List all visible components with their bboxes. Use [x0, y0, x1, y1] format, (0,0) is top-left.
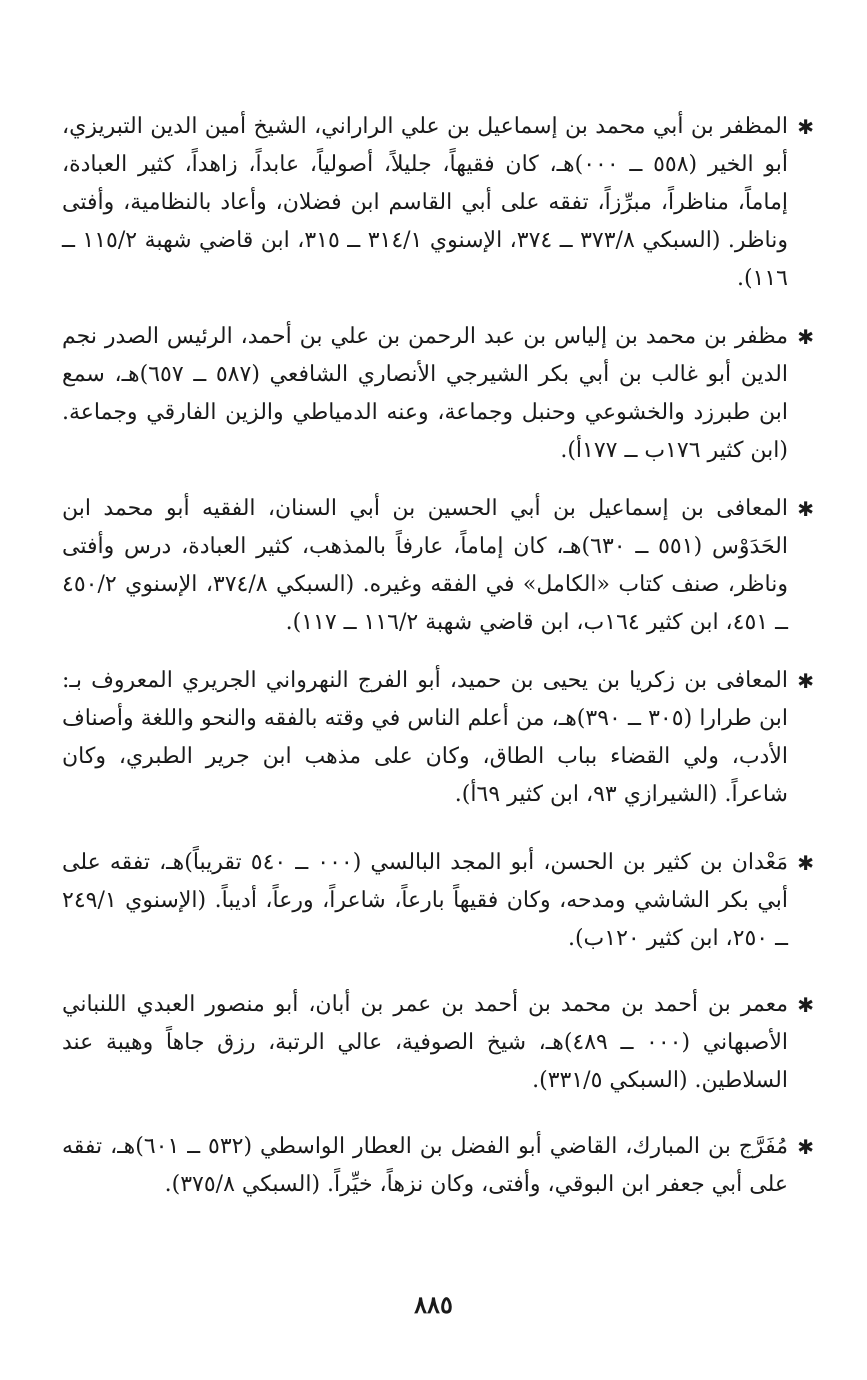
entry-text: معمر بن أحمد بن محمد بن أحمد بن عمر بن أبان، أبو منصور العبدي اللنباني الأصبهاني (٠٠٠ ــ ٤٨٩)هـ، شيخ الصوفية، عالي الرتبة، رزق جاهاً وهيبة عند السلاطين. (السبكي ٣٣١/٥). — [62, 992, 789, 1093]
biography-entry — [62, 108, 814, 298]
asterisk-icon: ✱ — [797, 497, 814, 521]
biography-entries — [62, 108, 814, 1204]
biography-entry — [62, 318, 814, 470]
page-number: ٨٨٥ — [414, 1290, 453, 1319]
biography-entry — [62, 844, 814, 958]
biography-entry — [62, 490, 814, 642]
asterisk-icon: ✱ — [797, 115, 814, 139]
entry-text: المظفر بن أبي محمد بن إسماعيل بن علي الراراني، الشيخ أمين الدين التبريزي، أبو الخير (٥٥٨ ــ ٠٠٠)هـ، كان فقيهاً، جليلاً، أصولياً، عابداً، زاهداً، كثير العبادة، إماماً، مناظراً، مبرِّزاً، تفقه على أبي القاسم ابن فضلان، وأعاد بالنظامية، وأفتى وناظر. (السبكي ٣٧٣/٨ ــ ٣٧٤، الإسنوي ٣١٤/١ ــ ٣١٥، ابن قاضي شهبة ١١٥/٢ ــ ١١٦). — [62, 114, 788, 291]
biography-entry — [62, 986, 814, 1100]
entry-text: المعافى بن إسماعيل بن أبي الحسين بن أبي السنان، الفقيه أبو محمد ابن الحَدَوْس (٥٥١ ــ ٦٣٠)هـ، كان إماماً، عارفاً بالمذهب، كثير العبادة، درس وأفتى وناظر، صنف كتاب «الكامل» في الفقه وغيره. (السبكي ٣٧٤/٨، الإسنوي ٤٥٠/٢ ــ ٤٥١، ابن كثير ١٦٤ب، ابن قاضي شهبة ١١٦/٢ ــ ١١٧). — [62, 496, 789, 635]
asterisk-icon: ✱ — [797, 669, 814, 693]
asterisk-icon: ✱ — [797, 1135, 814, 1159]
asterisk-icon: ✱ — [797, 993, 814, 1017]
biography-entry — [62, 1128, 814, 1204]
asterisk-icon: ✱ — [797, 851, 814, 875]
entry-text: مظفر بن محمد بن إلياس بن عبد الرحمن بن علي بن أحمد، الرئيس الصدر نجم الدين أبو غالب بن أبي بكر الشيرجي الأنصاري الشافعي (٥٨٧ ــ ٦٥٧)هـ، سمع ابن طبرزد والخشوعي وحنبل وجماعة، وعنه الدمياطي والزين الفارقي وجماعة. (ابن كثير ١٧٦ب ــ ١٧٧أ). — [62, 324, 788, 463]
biography-entry — [62, 662, 814, 814]
entry-text: المعافى بن زكريا بن يحيى بن حميد، أبو الفرج النهرواني الجريري المعروف بـ: ابن طرارا (٣٠٥ ــ ٣٩٠)هـ، من أعلم الناس في وقته بالفقه والنحو واللغة وأصناف الأدب، ولي القضاء بباب الطاق، وكان على مذهب ابن جرير الطبري، وكان شاعراً. (الشيرازي ٩٣، ابن كثير ٦٩أ). — [62, 668, 788, 807]
entry-text: مَعْدان بن كثير بن الحسن، أبو المجد البالسي (٠٠٠ ــ ٥٤٠ تقريباً)هـ، تفقه على أبي بكر الشاشي ومدحه، وكان فقيهاً بارعاً، شاعراً، ورعاً، أديباً. (الإسنوي ٢٤٩/١ ــ ٢٥٠، ابن كثير ١٢٠ب). — [62, 850, 788, 951]
entry-text: مُفَرَّج بن المبارك، القاضي أبو الفضل بن العطار الواسطي (٥٣٢ ــ ٦٠١)هـ، تفقه على أبي جعفر ابن البوقي، وأفتى، وكان نزهاً، خيِّراً. (السبكي ٣٧٥/٨). — [62, 1134, 788, 1197]
asterisk-icon: ✱ — [797, 325, 814, 349]
